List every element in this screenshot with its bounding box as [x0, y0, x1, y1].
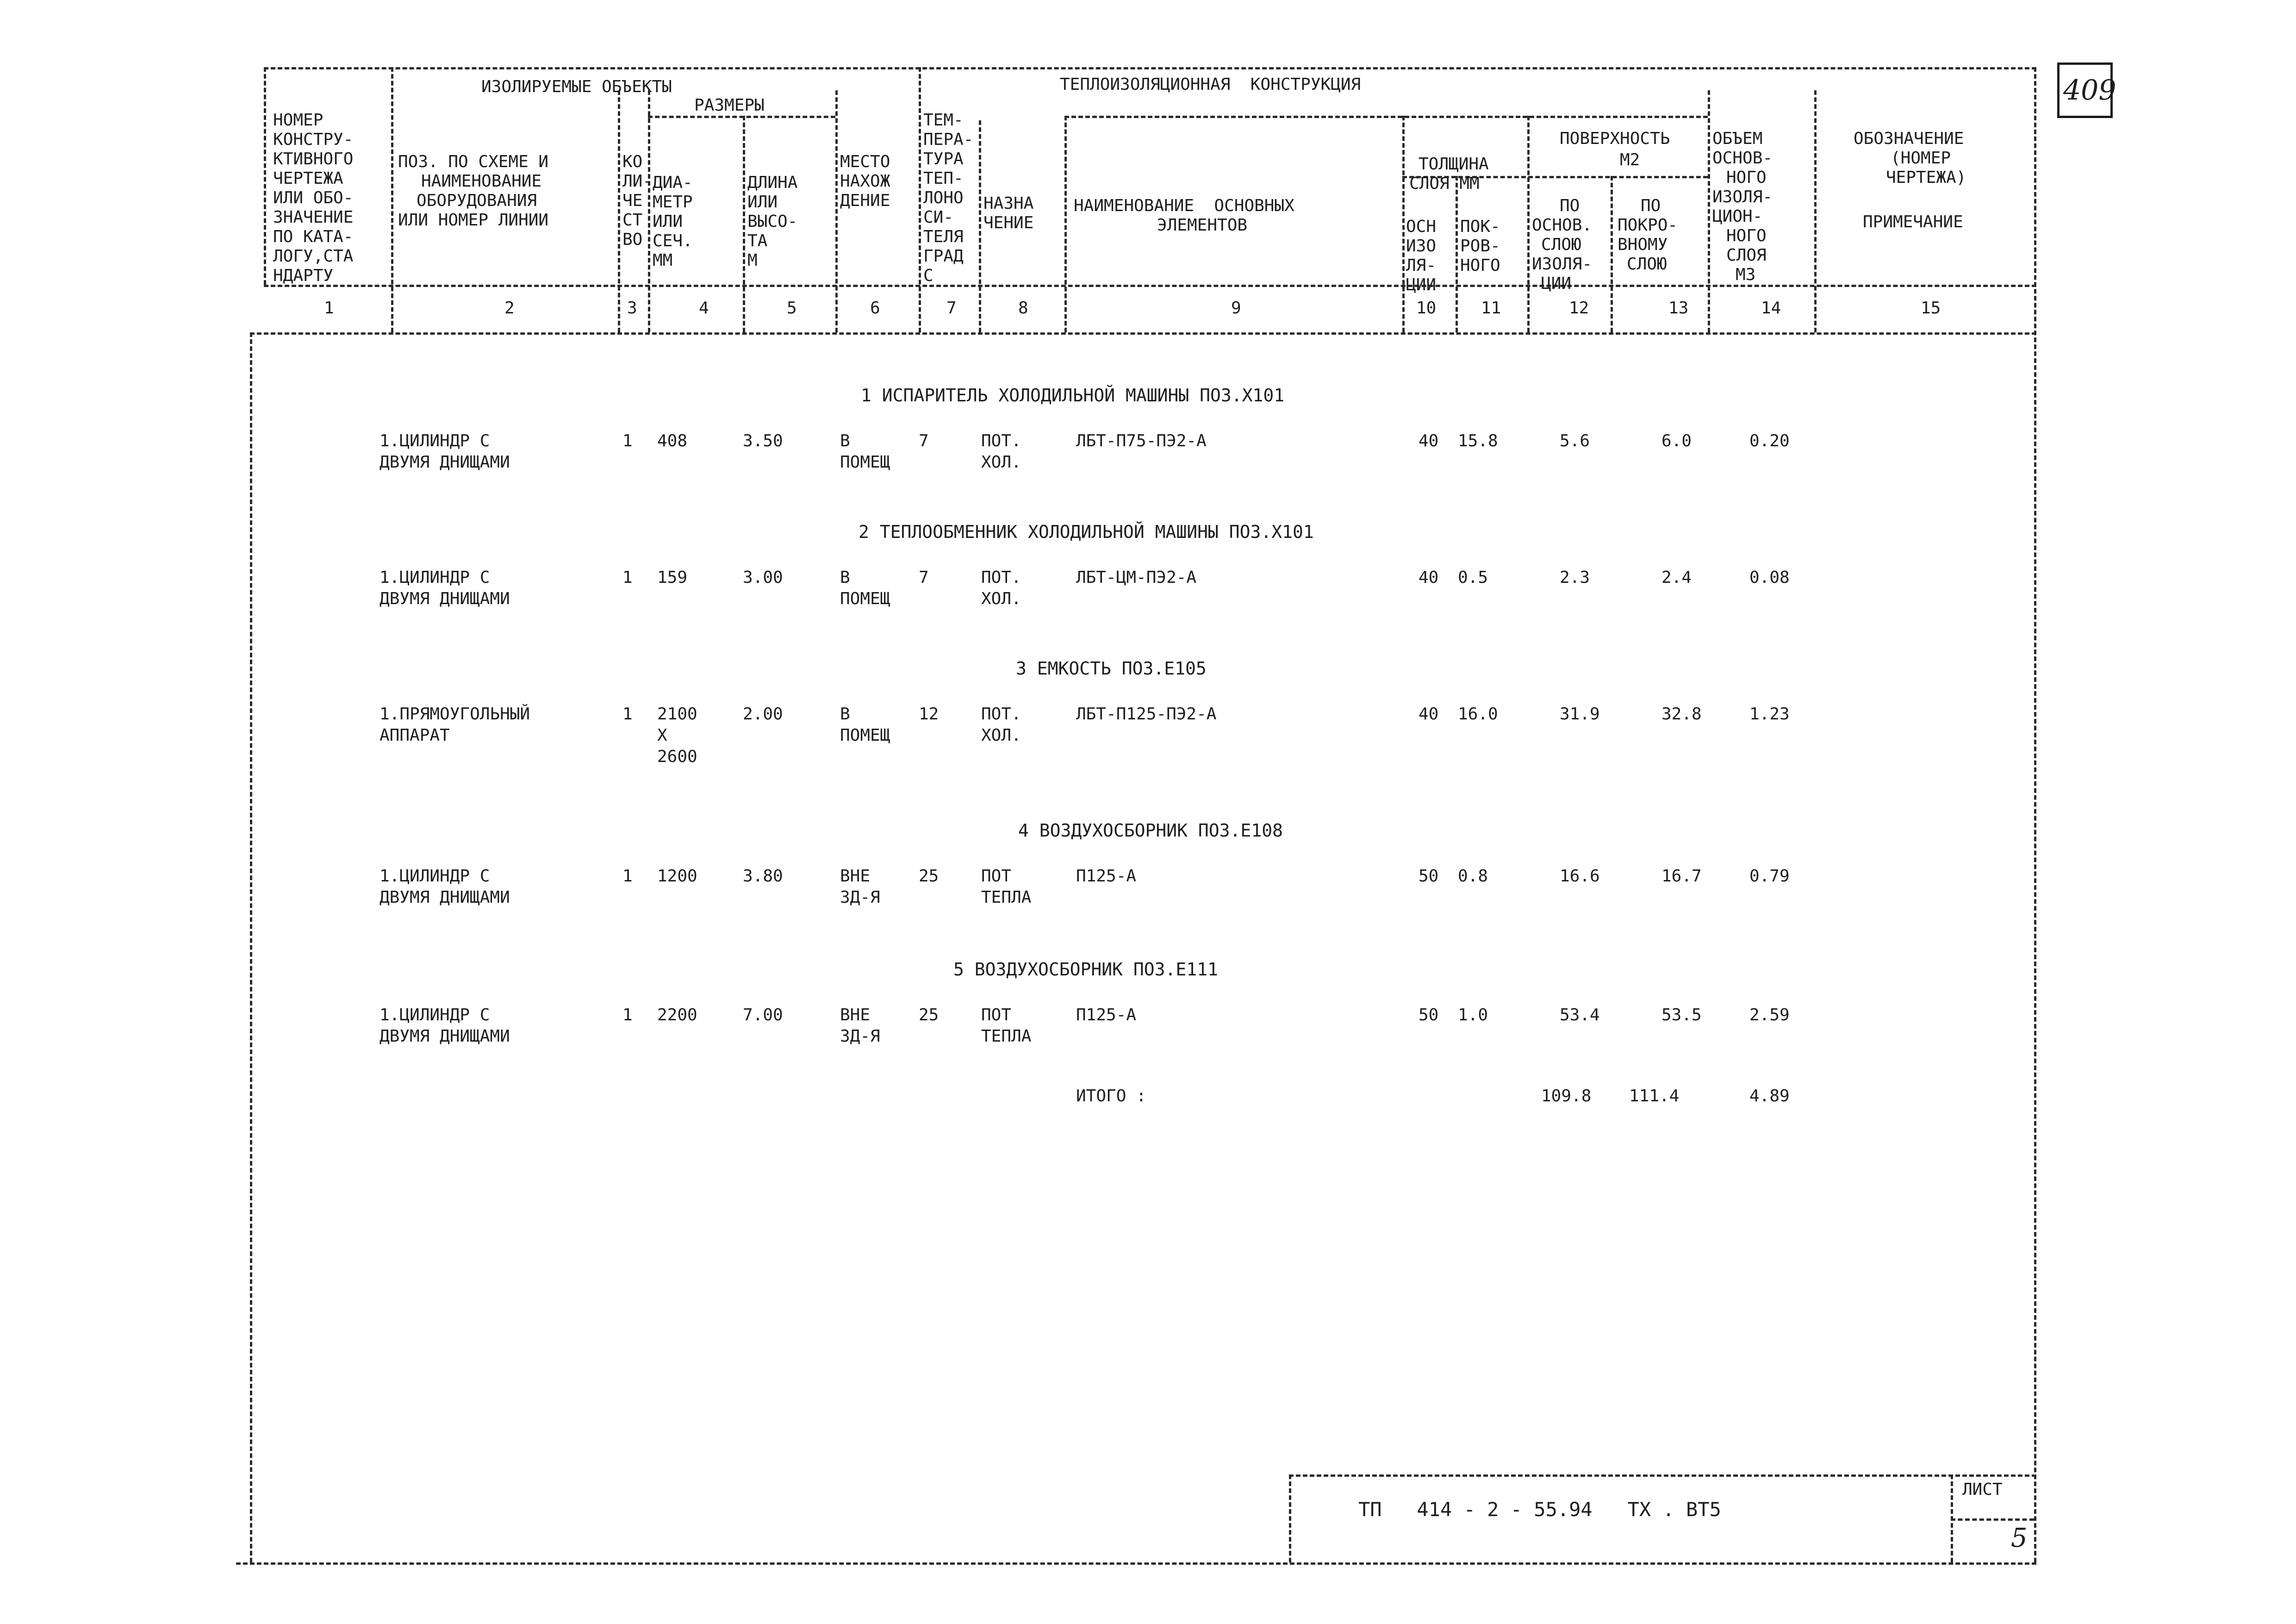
surface-main: 16.6 [1560, 867, 1600, 886]
colnum-13: 13 [1668, 299, 1689, 318]
surface-cover: 53.5 [1661, 1006, 1702, 1024]
thickness-main: 40 [1419, 705, 1439, 724]
purpose: ПОТ. [981, 705, 1021, 724]
thickness-cover: 1.0 [1458, 1006, 1488, 1024]
section-title: 2 ТЕПЛООБМЕННИК ХОЛОДИЛЬНОЙ МАШИНЫ ПОЗ.Х101 [859, 522, 1314, 542]
location: ПОМЕЩ [840, 589, 890, 608]
thickness-main: 50 [1419, 867, 1439, 886]
diameter: 2100 [657, 705, 697, 724]
sheet-number: 409 [2063, 74, 2116, 106]
volume: 0.20 [1749, 431, 1790, 450]
purpose: ПОТ. [981, 568, 1021, 587]
section-title: 1 ИСПАРИТЕЛЬ ХОЛОДИЛЬНОЙ МАШИНЫ ПОЗ.Х101 [861, 385, 1285, 406]
surface-cover: 6.0 [1661, 431, 1692, 450]
location: В [840, 431, 850, 450]
colnum-2: 2 [504, 299, 515, 318]
location: ПОМЕЩ [840, 726, 890, 745]
colnum-9: 9 [1231, 299, 1241, 318]
header-sep-14 [1814, 90, 1817, 332]
thickness-cover: 0.8 [1458, 867, 1488, 886]
header-col7: ТЕМ- ПЕРА- ТУРА ТЕП- ЛОНО СИ- ТЕЛЯ ГРАД С [923, 111, 974, 285]
header-sep-9 [1402, 116, 1405, 332]
header-col6: МЕСТО НАХОЖ ДЕНИЕ [840, 152, 890, 210]
thickness-cover: 16.0 [1458, 705, 1498, 724]
elements: ЛБТ-П125-ПЭ2-А [1076, 705, 1217, 724]
location: ВНЕ [840, 1006, 871, 1024]
diameter: 159 [657, 568, 688, 587]
stamp-doc-code: ТП 414 - 2 - 55.94 ТХ . ВТ5 [1358, 1498, 1721, 1521]
volume: 1.23 [1749, 705, 1790, 724]
temperature: 25 [919, 867, 939, 886]
thickness-main: 40 [1419, 568, 1439, 587]
surface-cover: 16.7 [1661, 867, 1702, 886]
elements: П125-А [1076, 867, 1137, 886]
colnum-14: 14 [1761, 299, 1781, 318]
header-sep-4 [743, 116, 745, 332]
header-sep-13 [1708, 90, 1710, 332]
colnum-10: 10 [1416, 299, 1437, 318]
header-sep-6 [919, 67, 921, 332]
colnum-1: 1 [324, 299, 334, 318]
header-group-thickness: ТОЛЩИНА СЛОЯ ММ [1409, 155, 1489, 193]
frame-bottom-line [236, 1562, 2036, 1565]
colnum-12: 12 [1569, 299, 1589, 318]
volume: 0.08 [1749, 568, 1790, 587]
surface-main: 2.3 [1560, 568, 1590, 587]
header-group-sizes: РАЗМЕРЫ [694, 96, 765, 115]
purpose: ТЕПЛА [981, 888, 1032, 907]
temperature: 7 [919, 431, 929, 450]
header-col12: ПО ОСНОВ. СЛОЮ ИЗОЛЯ- ЦИИ [1532, 196, 1593, 293]
object-name: 1.ЦИЛИНДР С [380, 867, 490, 886]
header-group-surface: ПОВЕРХНОСТЬ М2 [1560, 129, 1670, 169]
header-col15: ОБОЗНАЧЕНИЕ (НОМЕР ЧЕРТЕЖА) ПРИМЕЧАНИЕ [1854, 129, 1966, 231]
purpose: ХОЛ. [981, 589, 1021, 608]
header-col14: ОБЪЕМ ОСНОВ- НОГО ИЗОЛЯ- ЦИОН- НОГО СЛОЯ М3 [1712, 129, 1773, 284]
colnum-5: 5 [787, 299, 797, 318]
volume: 0.79 [1749, 867, 1790, 886]
colnum-6: 6 [870, 299, 880, 318]
purpose: ХОЛ. [981, 726, 1021, 745]
purpose: ПОТ [981, 1006, 1012, 1024]
elements: ЛБТ-ЦМ-ПЭ2-А [1076, 568, 1197, 587]
header-sep-5 [835, 90, 838, 332]
header-col11: ПОК- РОВ- НОГО [1460, 217, 1500, 275]
total-label: ИТОГО : [1076, 1087, 1146, 1106]
header-group-objects: ИЗОЛИРУЕМЫЕ ОБЪЕКТЫ [481, 77, 672, 96]
location: ПОМЕЩ [840, 453, 890, 472]
surface-main: 31.9 [1560, 705, 1600, 724]
thickness-cover: 0.5 [1458, 568, 1488, 587]
header-col8: НАЗНА ЧЕНИЕ [983, 194, 1034, 232]
purpose: ХОЛ. [981, 453, 1021, 472]
location: В [840, 705, 850, 724]
colnum-15: 15 [1921, 299, 1941, 318]
stamp-top-line [1289, 1474, 2036, 1477]
stamp-sheet-label: ЛИСТ [1962, 1480, 2003, 1499]
total-surface-main: 109.8 [1541, 1087, 1592, 1106]
surface-cover: 32.8 [1661, 705, 1702, 724]
column-numbers-line [250, 332, 2036, 335]
purpose: ПОТ [981, 867, 1012, 886]
colnum-11: 11 [1481, 299, 1501, 318]
header-top-line [264, 67, 2036, 69]
header-sizes-line [648, 116, 835, 118]
quantity: 1 [622, 1006, 633, 1024]
header-sep-11 [1527, 116, 1530, 332]
colnum-3: 3 [627, 299, 637, 318]
length: 3.80 [743, 867, 783, 886]
header-sep-2 [618, 90, 620, 332]
thickness-main: 40 [1419, 431, 1439, 450]
quantity: 1 [622, 431, 633, 450]
location: В [840, 568, 850, 587]
header-sep-left [264, 67, 266, 285]
elements: П125-А [1076, 1006, 1137, 1024]
diameter: 408 [657, 431, 688, 450]
quantity: 1 [622, 705, 633, 724]
object-name: 1.ПРЯМОУГОЛЬНЫЙ [380, 705, 530, 724]
location: ВНЕ [840, 867, 871, 886]
colnum-4: 4 [699, 299, 709, 318]
object-name: 1.ЦИЛИНДР С [380, 568, 490, 587]
temperature: 12 [919, 705, 939, 724]
location: ЗД-Я [840, 888, 880, 907]
header-group-construction: ТЕПЛОИЗОЛЯЦИОННАЯ КОНСТРУКЦИЯ [1060, 75, 1361, 94]
header-sep-8 [1064, 116, 1067, 332]
thickness-cover: 15.8 [1458, 431, 1498, 450]
frame-left-line [250, 332, 252, 1562]
purpose: ТЕПЛА [981, 1027, 1032, 1046]
object-name: ДВУМЯ ДНИЩАМИ [380, 589, 510, 608]
object-name: ДВУМЯ ДНИЩАМИ [380, 888, 510, 907]
elements: ЛБТ-П75-ПЭ2-А [1076, 431, 1207, 450]
total-surface-cover: 111.4 [1629, 1087, 1680, 1106]
object-name: 1.ЦИЛИНДР С [380, 1006, 490, 1024]
surface-cover: 2.4 [1661, 568, 1692, 587]
header-col9: НАИМЕНОВАНИЕ ОСНОВНЫХ ЭЛЕМЕНТОВ [1074, 196, 1294, 235]
quantity: 1 [622, 568, 633, 587]
length: 7.00 [743, 1006, 783, 1024]
temperature: 7 [919, 568, 929, 587]
object-name: ДВУМЯ ДНИЩАМИ [380, 1027, 510, 1046]
purpose: ПОТ. [981, 431, 1021, 450]
diameter: 2600 [657, 747, 697, 766]
section-title: 4 ВОЗДУХОСБОРНИК ПОЗ.Е108 [1018, 820, 1283, 841]
location: ЗД-Я [840, 1027, 880, 1046]
header-col10: ОСН ИЗО ЛЯ- ЦИИ [1406, 217, 1437, 294]
header-col13: ПО ПОКРО- ВНОМУ СЛОЮ [1618, 196, 1678, 274]
diameter: 1200 [657, 867, 697, 886]
section-title: 5 ВОЗДУХОСБОРНИК ПОЗ.Е111 [953, 959, 1218, 980]
frame-right-line [2034, 67, 2036, 1562]
surface-main: 5.6 [1560, 431, 1590, 450]
header-col1: НОМЕР КОНСТРУ- КТИВНОГО ЧЕРТЕЖА ИЛИ ОБО- ЗНАЧЕНИЕ ПО КАТА- ЛОГУ,СТА НДАРТУ [273, 111, 354, 285]
header-col3: КО ЛИ- ЧЕ СТ ВО [622, 152, 653, 249]
section-title: 3 ЕМКОСТЬ ПОЗ.Е105 [1016, 658, 1207, 679]
header-sep-7 [979, 120, 981, 332]
colnum-8: 8 [1018, 299, 1028, 318]
thickness-main: 50 [1419, 1006, 1439, 1024]
length: 3.50 [743, 431, 783, 450]
header-col5: ДЛИНА ИЛИ ВЫСО- ТА М [747, 173, 798, 270]
surface-main: 53.4 [1560, 1006, 1600, 1024]
length: 2.00 [743, 705, 783, 724]
volume: 2.59 [1749, 1006, 1790, 1024]
stamp-left-line [1289, 1474, 1291, 1562]
stamp-sheet-value: 5 [2011, 1523, 2028, 1553]
header-col4: ДИА- МЕТР ИЛИ СЕЧ. ММ [653, 173, 693, 270]
object-name: ДВУМЯ ДНИЩАМИ [380, 453, 510, 472]
temperature: 25 [919, 1006, 939, 1024]
colnum-7: 7 [946, 299, 957, 318]
diameter: 2200 [657, 1006, 697, 1024]
object-name: АППАРАТ [380, 726, 450, 745]
quantity: 1 [622, 867, 633, 886]
diameter: Х [657, 726, 667, 745]
total-volume: 4.89 [1749, 1087, 1790, 1106]
length: 3.00 [743, 568, 783, 587]
stamp-sheet-line [1951, 1518, 2034, 1521]
header-col2: ПОЗ. ПО СХЕМЕ И НАИМЕНОВАНИЕ ОБОРУДОВАНИЯ ИЛИ НОМЕР ЛИНИИ [398, 152, 549, 230]
object-name: 1.ЦИЛИНДР С [380, 431, 490, 450]
header-sep-1 [391, 67, 393, 332]
